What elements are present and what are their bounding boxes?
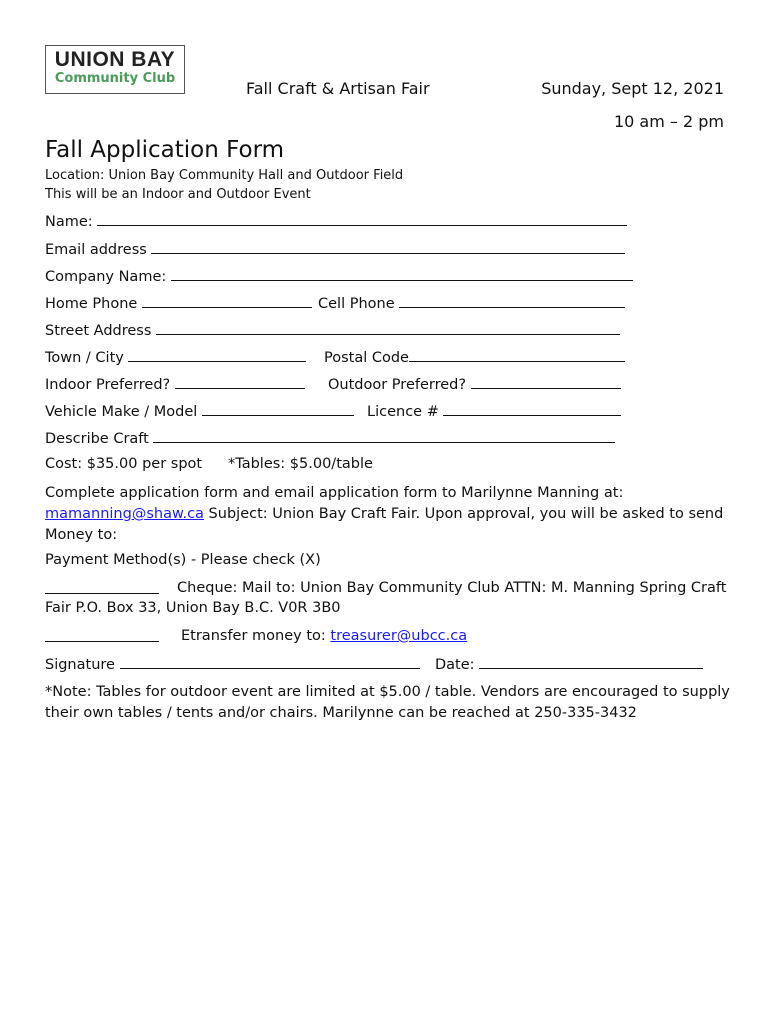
town-row (45, 348, 306, 366)
date-label: Date: (435, 657, 475, 673)
vehicle-field[interactable] (202, 402, 354, 416)
email-field[interactable] (151, 240, 625, 254)
cheque-row (45, 580, 159, 598)
company-field[interactable] (171, 267, 633, 281)
indoor-row (45, 375, 305, 393)
company-row (45, 267, 633, 285)
postal-label: Postal Code (324, 350, 409, 366)
cheque-check-field[interactable] (45, 580, 159, 594)
location-line: Location: Union Bay Community Hall and Outdoor Field (45, 168, 404, 183)
contact-email-link[interactable]: mamanning@shaw.ca (45, 506, 204, 522)
craft-label: Describe Craft (45, 431, 149, 447)
logo-title: UNION BAY (54, 48, 176, 71)
etransfer-check-field[interactable] (45, 628, 159, 642)
town-label: Town / City (45, 350, 124, 366)
name-label: Name: (45, 214, 93, 230)
indoor-label: Indoor Preferred? (45, 377, 171, 393)
instructions-line2 (45, 504, 723, 525)
instructions-line1: Complete application form and email application form to Marilynne Manning at: (45, 485, 624, 501)
town-field[interactable] (128, 348, 306, 362)
licence-row (367, 402, 621, 420)
note-line2: their own tables / tents and/or chairs. Marilynne can be reached at 250-335-3432 (45, 705, 637, 721)
craft-row (45, 429, 615, 447)
street-label: Street Address (45, 323, 152, 339)
home-phone-row (45, 294, 312, 312)
etransfer-row (45, 628, 159, 646)
payment-heading: Payment Method(s) - Please check (X) (45, 552, 321, 568)
etransfer-line (181, 628, 467, 644)
name-row (45, 212, 627, 230)
cost-tables: *Tables: $5.00/table (228, 456, 373, 472)
cell-phone-field[interactable] (399, 294, 625, 308)
street-row (45, 321, 620, 339)
signature-label: Signature (45, 657, 115, 673)
form-title: Fall Application Form (45, 137, 285, 163)
logo-subtitle: Community Club (54, 71, 176, 86)
home-phone-field[interactable] (142, 294, 312, 308)
craft-field[interactable] (153, 429, 615, 443)
instructions-line3: Money to: (45, 527, 118, 543)
home-phone-label: Home Phone (45, 296, 138, 312)
outdoor-row (328, 375, 621, 393)
indoor-field[interactable] (175, 375, 305, 389)
instructions-subject: Subject: Union Bay Craft Fair. Upon approval, you will be asked to send (203, 506, 724, 522)
note-line1: *Note: Tables for outdoor event are limited at $5.00 / table. Vendors are encouraged to supply (45, 684, 730, 700)
postal-field[interactable] (409, 348, 625, 362)
name-field[interactable] (97, 212, 627, 226)
cheque-line1: Cheque: Mail to: Union Bay Community Club ATTN: M. Manning Spring Craft (177, 580, 727, 596)
cell-phone-label: Cell Phone (318, 296, 395, 312)
licence-label: Licence # (367, 404, 439, 420)
cell-phone-row (318, 294, 625, 312)
licence-field[interactable] (443, 402, 621, 416)
cost-spot: Cost: $35.00 per spot (45, 456, 203, 472)
street-field[interactable] (156, 321, 620, 335)
event-note: This will be an Indoor and Outdoor Event (45, 187, 311, 202)
event-time: 10 am – 2 pm (613, 112, 724, 131)
etransfer-label: Etransfer money to: (181, 628, 326, 644)
company-label: Company Name: (45, 269, 167, 285)
postal-row (324, 348, 625, 366)
date-field[interactable] (479, 655, 703, 669)
outdoor-field[interactable] (471, 375, 621, 389)
date-row (435, 655, 703, 673)
event-date: Sunday, Sept 12, 2021 (541, 79, 724, 98)
signature-row (45, 655, 420, 673)
event-name: Fall Craft & Artisan Fair (246, 79, 430, 98)
union-bay-logo (45, 45, 185, 94)
email-label: Email address (45, 242, 147, 258)
email-row (45, 240, 625, 258)
vehicle-row (45, 402, 354, 420)
outdoor-label: Outdoor Preferred? (328, 377, 467, 393)
signature-field[interactable] (120, 655, 420, 669)
treasurer-email-link[interactable]: treasurer@ubcc.ca (330, 628, 468, 644)
cheque-line2: Fair P.O. Box 33, Union Bay B.C. V0R 3B0 (45, 600, 341, 616)
vehicle-label: Vehicle Make / Model (45, 404, 198, 420)
